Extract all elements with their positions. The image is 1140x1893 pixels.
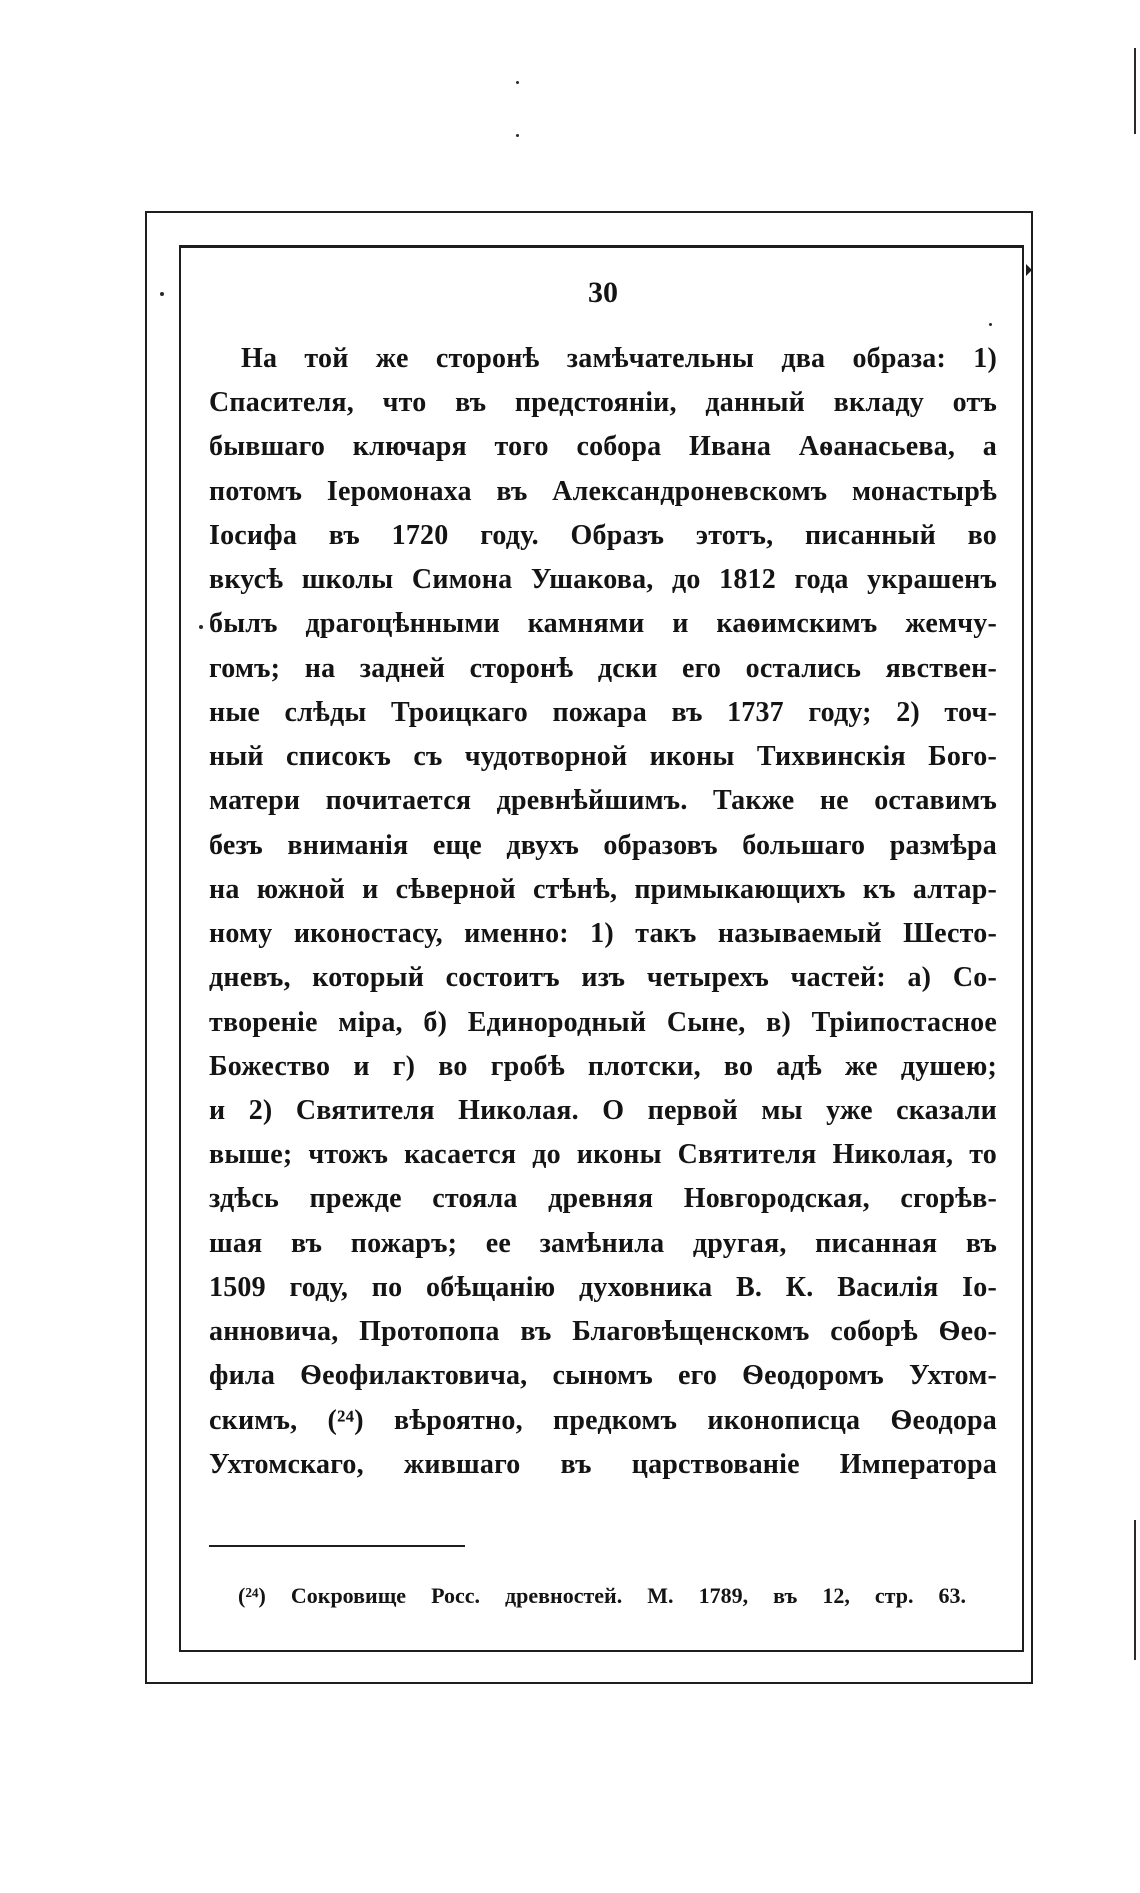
text-line: ный списокъ съ чудотворной иконы Тихвинскія Бого- bbox=[209, 741, 997, 773]
text-line: Іосифа въ 1720 году. Образъ этотъ, писанный во bbox=[209, 519, 997, 551]
text-line: дневъ, который состоитъ изъ четырехъ частей: а) Со- bbox=[209, 962, 997, 994]
text-line: матери почитается древнѣйшимъ. Также не оставимъ bbox=[209, 785, 997, 817]
text-line: на южной и сѣверной стѣнѣ, примыкающихъ къ алтар- bbox=[209, 873, 997, 905]
text-line: и 2) Святителя Николая. О первой мы уже сказали bbox=[209, 1094, 997, 1126]
footnote: (²⁴) Сокровище Росс. древностей. М. 1789, въ 12, стр. 63. bbox=[238, 1583, 966, 1608]
scan-speck bbox=[516, 81, 519, 84]
text-line: На той же сторонѣ замѣчательны два образа: 1) bbox=[241, 343, 997, 374]
text-line: вкусѣ школы Симона Ушакова, до 1812 года украшенъ bbox=[209, 564, 997, 596]
scan-speck bbox=[1134, 48, 1136, 134]
text-line: былъ драгоцѣнными камнями и каѳимскимъ жемчу- bbox=[209, 608, 997, 640]
scan-speck bbox=[1134, 1520, 1136, 1660]
text-line: ные слѣды Троицкаго пожара въ 1737 году; 2) точ- bbox=[209, 696, 997, 728]
text-line: скимъ, (²⁴) вѣроятно, предкомъ иконописца Ѳеодора bbox=[209, 1404, 997, 1436]
page-number: 30 bbox=[588, 276, 618, 309]
body-text bbox=[209, 337, 997, 1487]
scan-speck bbox=[1026, 264, 1032, 276]
text-line: бывшаго ключаря того собора Ивана Аѳанасьева, а bbox=[209, 431, 997, 463]
text-line: фила Ѳеофилактовича, сыномъ его Ѳеодоромъ Ухтом- bbox=[209, 1360, 997, 1392]
text-line: гомъ; на задней сторонѣ дски его остались явствен- bbox=[209, 652, 997, 684]
scan-speck bbox=[516, 134, 519, 137]
text-line: шая въ пожаръ; ее замѣнила другая, писанная въ bbox=[209, 1227, 997, 1259]
text-line: Ухтомскаго, жившаго въ царствованіе Императора bbox=[209, 1448, 997, 1480]
text-line: 1509 году, по обѣщанію духовника В. К. Василія Іо- bbox=[209, 1271, 997, 1303]
text-line: выше; чтожъ касается до иконы Святителя Николая, то bbox=[209, 1139, 997, 1171]
scan-speck bbox=[160, 292, 164, 296]
footnote-rule bbox=[209, 1545, 465, 1547]
text-line: потомъ Іеромонаха въ Александроневскомъ монастырѣ bbox=[209, 475, 997, 507]
text-line: ному иконостасу, именно: 1) такъ называемый Шесто- bbox=[209, 918, 997, 950]
text-line: здѣсь прежде стояла древняя Новгородская, сгорѣв- bbox=[209, 1183, 997, 1215]
text-line: Божество и г) во гробѣ плотски, во адѣ же душею; bbox=[209, 1050, 997, 1082]
scan-speck bbox=[989, 323, 992, 326]
text-line: Спасителя, что въ предстояніи, данный вкладу отъ bbox=[209, 387, 997, 419]
text-line: анновича, Протопопа въ Благовѣщенскомъ соборѣ Ѳео- bbox=[209, 1316, 997, 1348]
scan-speck bbox=[199, 625, 203, 629]
text-line: безъ вниманія еще двухъ образовъ большаго размѣра bbox=[209, 829, 997, 861]
text-line: твореніе міра, б) Единородный Сыне, в) Тріипостасное bbox=[209, 1006, 997, 1038]
